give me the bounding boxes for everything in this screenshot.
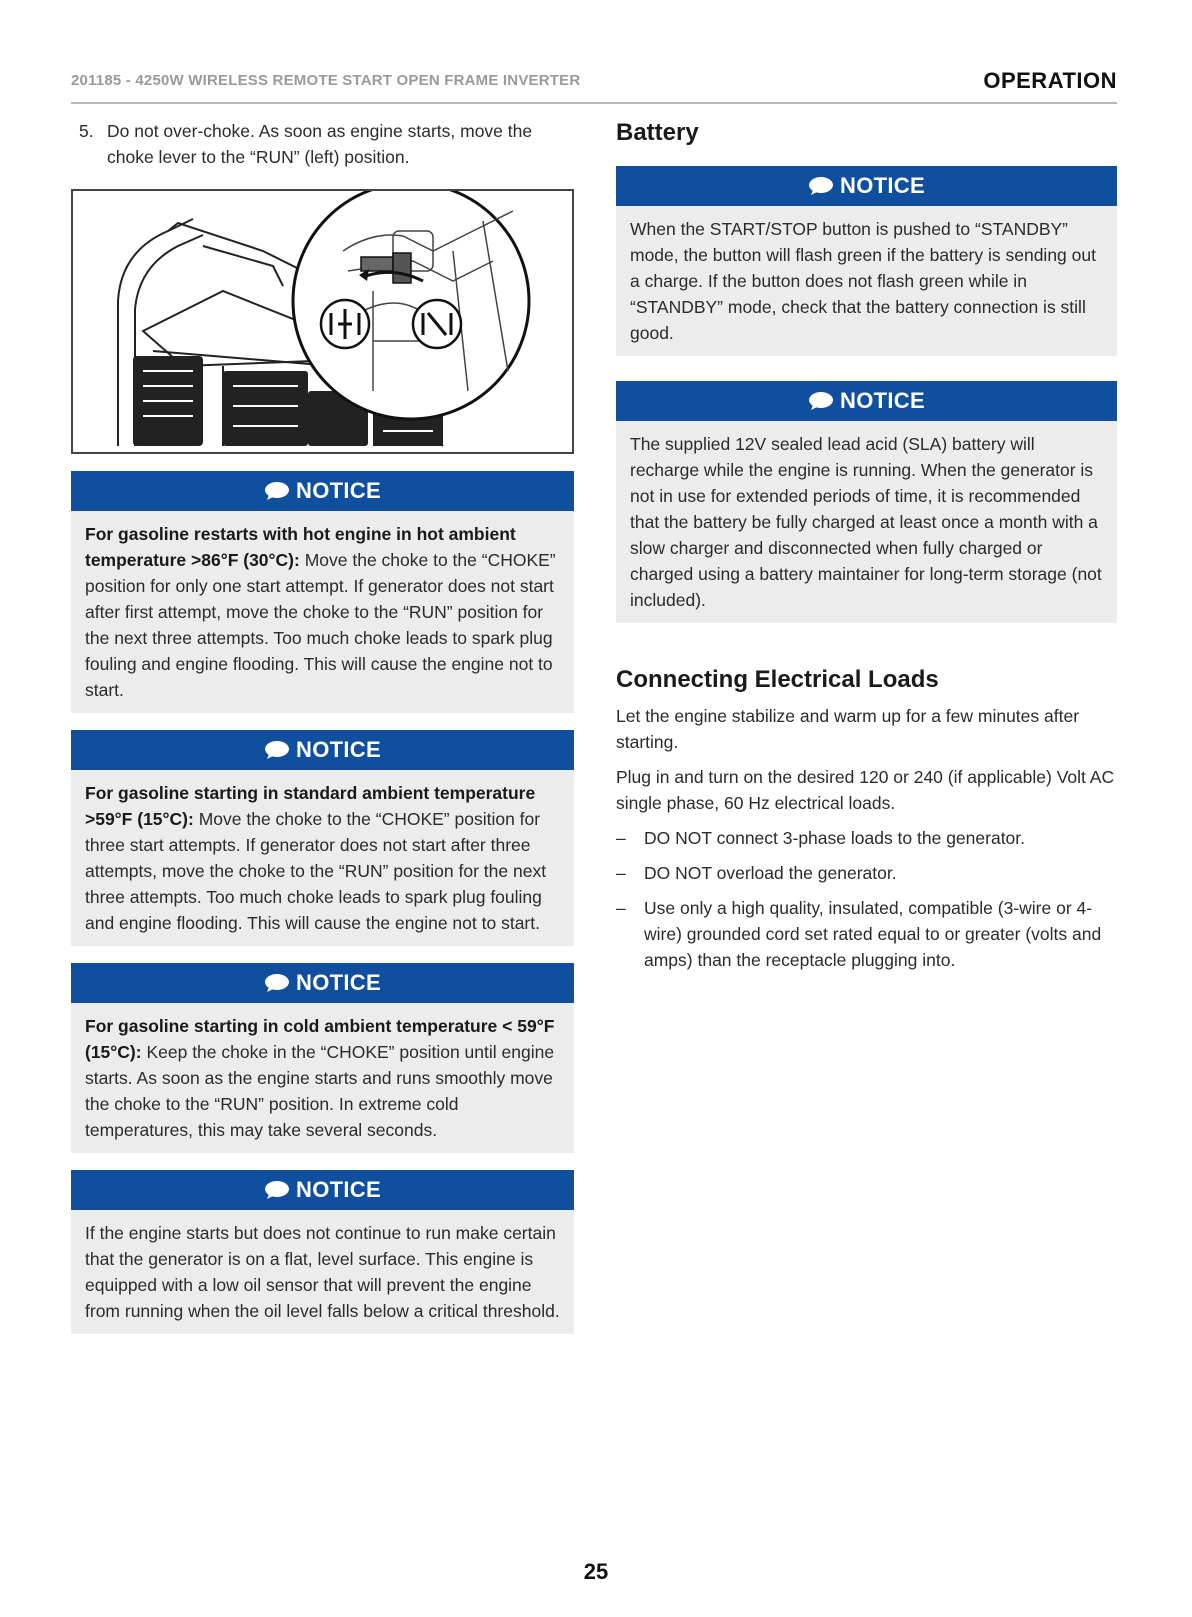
loads-heading: Connecting Electrical Loads xyxy=(616,666,939,693)
list-item xyxy=(616,860,1117,886)
notice-body-text: Move the choke to the “CHOKE” position for only one start attempt. If generator does not start after first attempt, move the choke to the “RUN” position for the next three attempts. Too much choke leads to spark plug fouling and engine flooding. This will cause the engine not to start. xyxy=(85,550,556,700)
notice-text xyxy=(71,1210,574,1334)
step-text: Do not over-choke. As soon as engine starts, move the choke lever to the “RUN” (left) position. xyxy=(107,121,533,167)
speech-bubble-icon xyxy=(264,481,290,501)
notice-title: NOTICE xyxy=(296,737,381,762)
speech-bubble-icon xyxy=(264,1180,290,1200)
section-title: OPERATION xyxy=(983,68,1117,93)
choke-open-icon xyxy=(413,300,461,348)
notice-text xyxy=(71,770,574,946)
notice-text: The supplied 12V sealed lead acid (SLA) battery will recharge while the engine is running. When the generator is not in use for extended periods of time, it is recommended that the battery be fully charged at least once a month with a slow charger and disconnected when fully charged or charged using a battery maintainer for long-term storage (not included). xyxy=(630,434,1102,610)
speech-bubble-icon xyxy=(264,973,290,993)
bullet-dash: – xyxy=(616,898,626,918)
bullet-dash: – xyxy=(616,863,626,883)
page-header xyxy=(71,66,1117,104)
speech-bubble-icon xyxy=(808,391,834,411)
document-title: 201185 - 4250W WIRELESS REMOTE START OPEN FRAME INVERTER xyxy=(71,72,581,89)
list-item xyxy=(616,895,1117,973)
notice-battery-charge xyxy=(616,381,1117,623)
notice-title: NOTICE xyxy=(840,388,925,413)
notice-body-text: Move the choke to the “CHOKE” position for three start attempts. If generator does not start after three attempts, move the choke to the “RUN” position for the next three attempts. Too much choke leads to spark plug fouling and engine flooding. This will cause the engine not to start. xyxy=(85,809,547,933)
bullet-text: DO NOT connect 3-phase loads to the generator. xyxy=(644,828,1026,848)
right-column xyxy=(616,118,1117,973)
notice-text xyxy=(71,1003,574,1153)
battery-heading: Battery xyxy=(616,119,699,146)
notice-text: When the START/STOP button is pushed to “STANDBY” mode, the button will flash green if the battery is sending out a charge. If the button does not flash green while in “STANDBY” mode, check that the battery connection is still good. xyxy=(630,219,1096,343)
loads-paragraph-2: Plug in and turn on the desired 120 or 240 (if applicable) Volt AC single phase, 60 Hz electrical loads. xyxy=(616,767,1115,813)
notice-bold-text: For gasoline starting in standard ambient temperature >59°F (15°C): xyxy=(85,783,536,829)
notice-header xyxy=(616,381,1117,421)
left-column xyxy=(71,118,574,1334)
notice-text xyxy=(71,511,574,713)
notice-header xyxy=(71,1170,574,1210)
notice-title: NOTICE xyxy=(296,1177,381,1202)
notice-header xyxy=(616,166,1117,206)
choke-lever-figure xyxy=(71,189,574,454)
notice-bold-text: For gasoline starting in cold ambient temperature < 59°F (15°C): xyxy=(85,1016,555,1062)
notice-title: NOTICE xyxy=(296,970,381,995)
list-item xyxy=(616,825,1117,851)
speech-bubble-icon xyxy=(264,740,290,760)
step-number: 5. xyxy=(79,121,94,141)
page-number: 25 xyxy=(583,1559,609,1584)
notice-header xyxy=(71,730,574,770)
step-item xyxy=(71,118,574,170)
notice-cold-start xyxy=(71,963,574,1153)
notice-header xyxy=(71,471,574,511)
notice-standby xyxy=(616,166,1117,356)
bullet-dash: – xyxy=(616,828,626,848)
notice-hot-restart xyxy=(71,471,574,713)
notice-body-text: If the engine starts but does not continue to run make certain that the generator is on a flat, level surface. This engine is equipped with a low oil sensor that will prevent the engine from running when the oil level falls below a critical threshold. xyxy=(85,1223,560,1321)
notice-standard-start xyxy=(71,730,574,946)
bullet-text: DO NOT overload the generator. xyxy=(644,863,897,883)
notice-header xyxy=(71,963,574,1003)
notice-low-oil xyxy=(71,1170,574,1334)
notice-bold-text: For gasoline restarts with hot engine in hot ambient temperature >86°F (30°C): xyxy=(85,524,516,570)
notice-title: NOTICE xyxy=(840,173,925,198)
speech-bubble-icon xyxy=(808,176,834,196)
notice-body-text: Keep the choke in the “CHOKE” position until engine starts. As soon as the engine starts and runs smoothly move the choke to the “RUN” position. In extreme cold temperatures, this may take several seconds. xyxy=(85,1042,555,1140)
loads-paragraph-1: Let the engine stabilize and warm up for a few minutes after starting. xyxy=(616,706,1080,752)
notice-title: NOTICE xyxy=(296,478,381,503)
bullet-text: Use only a high quality, insulated, compatible (3-wire or 4-wire) grounded cord set rated equal to or greater (volts and amps) than the receptacle plugging into. xyxy=(644,898,1102,970)
generator-illustration xyxy=(73,191,572,452)
choke-closed-icon xyxy=(321,300,369,348)
